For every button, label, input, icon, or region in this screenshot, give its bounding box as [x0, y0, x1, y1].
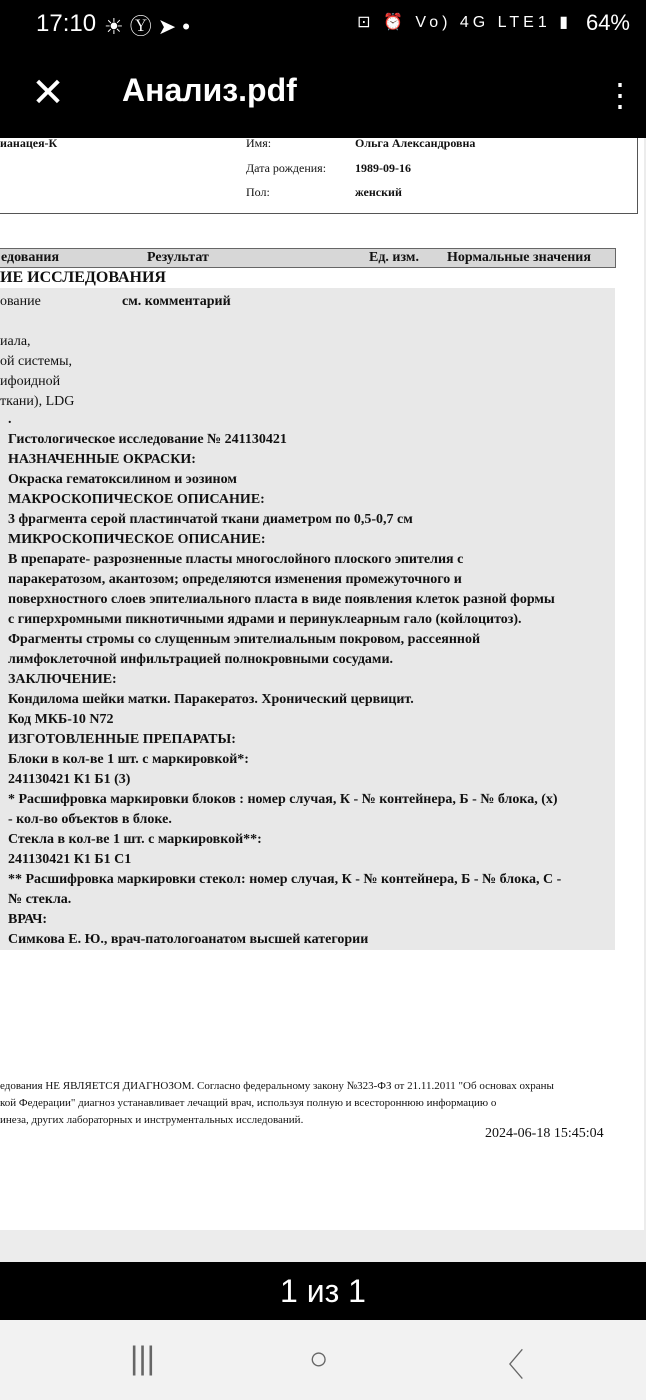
document-title: Анализ.pdf — [122, 72, 297, 108]
report-timestamp: 2024-06-18 15:45:04 — [485, 1126, 604, 1141]
clinic-name-fragment: ианацея-К — [0, 138, 58, 150]
header-unit: Ед. изм. — [369, 250, 419, 265]
birthdate-label: Дата рождения: — [246, 161, 327, 175]
disclaimer-text: едования НЕ ЯВЛЯЕТСЯ ДИАГНОЗОМ. Согласно федеральному закону №323-ФЗ от 21.11.2011 "Об основах охраны — [0, 1080, 554, 1092]
lte-icon: LTE1 — [497, 14, 551, 31]
signal-icon: ▮ — [559, 14, 572, 31]
microscopic-heading: МИКРОСКОПИЧЕСКОЕ ОПИСАНИЕ: — [8, 532, 266, 547]
histology-title: Гистологическое исследование № 241130421 — [8, 432, 287, 447]
slide-decoding: № стекла. — [8, 892, 72, 907]
block-decoding: - кол-во объектов в блоке. — [8, 812, 172, 827]
slide-decoding: ** Расшифровка маркировки стекол: номер случая, К - № контейнера, Б - № блока, С - — [8, 872, 562, 887]
alarm-icon: ⏰ — [383, 14, 407, 31]
slide-marking: 241130421 К1 Б1 С1 — [8, 852, 132, 867]
microscopic-text: паракератозом, акантозом; определяются изменения промежуточного и — [8, 572, 462, 587]
results-table-header — [0, 248, 616, 268]
system-icons — [357, 12, 572, 32]
macroscopic-text: 3 фрагмента серой пластинчатой ткани диаметром по 0,5-0,7 см — [8, 512, 413, 527]
app-bar — [0, 52, 646, 138]
header-study: едования — [1, 250, 60, 265]
header-result: Результат — [147, 250, 209, 265]
sex-label: Пол: — [246, 185, 270, 199]
sex-value: женский — [355, 185, 402, 199]
microscopic-text: с гиперхромными пикнотичными ядрами и перинуклеарным гало (койлоцитоз). — [8, 612, 522, 627]
yandex-icon: Ⓨ — [129, 14, 158, 39]
dot-mark: . — [8, 412, 12, 427]
page-indicator: 1 из 1 — [0, 1262, 646, 1320]
clipped-text: ткани), LDG — [0, 394, 75, 409]
home-icon[interactable]: ○ — [309, 1340, 329, 1376]
macroscopic-heading: МАКРОСКОПИЧЕСКОЕ ОПИСАНИЕ: — [8, 492, 265, 507]
name-label: Имя: — [246, 138, 272, 150]
section-title: ИЕ ИССЛЕДОВАНИЯ — [0, 269, 166, 286]
stains-heading: НАЗНАЧЕННЫЕ ОКРАСКИ: — [8, 452, 196, 467]
recents-icon[interactable]: ||| — [130, 1340, 155, 1376]
microscopic-text: лимфоклеточной инфильтрацией полнокровными сосудами. — [8, 652, 394, 667]
slides-text: Стекла в кол-ве 1 шт. с маркировкой**: — [8, 832, 262, 847]
conclusion-text: Кондилома шейки матки. Паракератоз. Хронический цервицит. — [8, 692, 414, 707]
comment-reference: см. комментарий — [122, 294, 231, 309]
volte-icon: Vo) — [415, 14, 452, 31]
microscopic-text: В препарате- разрозненные пласты многослойного плоского эпителия с — [8, 552, 464, 567]
network-4g-icon: 4G — [459, 14, 490, 31]
blocks-text: Блоки в кол-ве 1 шт. с маркировкой*: — [8, 752, 249, 767]
status-time: 17:10 — [36, 10, 97, 37]
close-icon[interactable]: ✕ — [31, 71, 65, 115]
results-block — [0, 288, 615, 950]
back-icon[interactable]: 〈 — [492, 1347, 525, 1383]
disclaimer-text: инеза, других лабораторных и инструментальных исследований. — [0, 1114, 304, 1126]
notification-icons — [104, 10, 196, 41]
stain-text: Окраска гематоксилином и эозином — [8, 472, 237, 487]
conclusion-heading: ЗАКЛЮЧЕНИЕ: — [8, 672, 117, 687]
microscopic-text: поверхностного слоев эпителиального пласта в виде появления клеток разной формы — [8, 592, 555, 607]
block-marking: 241130421 К1 Б1 (3) — [8, 772, 131, 787]
battery-level: 64% — [585, 10, 630, 35]
dot-icon: • — [182, 14, 196, 39]
doctor-heading: ВРАЧ: — [8, 912, 48, 927]
birthdate-value: 1989-09-16 — [355, 161, 411, 175]
status-bar — [0, 0, 646, 52]
clipped-text: ой системы, — [0, 354, 73, 369]
cast-icon: ⊡ — [357, 14, 375, 31]
patient-info-box — [0, 138, 638, 214]
preparations-heading: ИЗГОТОВЛЕННЫЕ ПРЕПАРАТЫ: — [8, 732, 236, 747]
telegram-icon: ➤ — [157, 14, 183, 39]
more-options-icon[interactable]: ⋮ — [604, 77, 636, 113]
brightness-icon: ☀ — [104, 14, 130, 39]
header-normal-values: Нормальные значения — [447, 250, 591, 265]
pdf-page[interactable] — [0, 138, 644, 1230]
name-value: Ольга Александровна — [355, 138, 476, 150]
clipped-text: иала, — [0, 334, 31, 349]
microscopic-text: Фрагменты стромы со слущенным эпителиальным покровом, рассеянной — [8, 632, 481, 647]
clipped-text: ование — [0, 294, 41, 309]
doctor-name: Симкова Е. Ю., врач-патологоанатом высшей категории — [8, 932, 369, 947]
disclaimer-text: кой Федерации" диагноз устанавливает лечащий врач, используя полную и всестороннюю информацию о — [0, 1097, 497, 1109]
block-decoding: * Расшифровка маркировки блоков : номер случая, К - № контейнера, Б - № блока, (х) — [8, 792, 558, 807]
navigation-bar — [0, 1320, 646, 1400]
icd-code: Код МКБ-10 N72 — [8, 712, 114, 727]
clipped-text: ифоидной — [0, 374, 61, 389]
